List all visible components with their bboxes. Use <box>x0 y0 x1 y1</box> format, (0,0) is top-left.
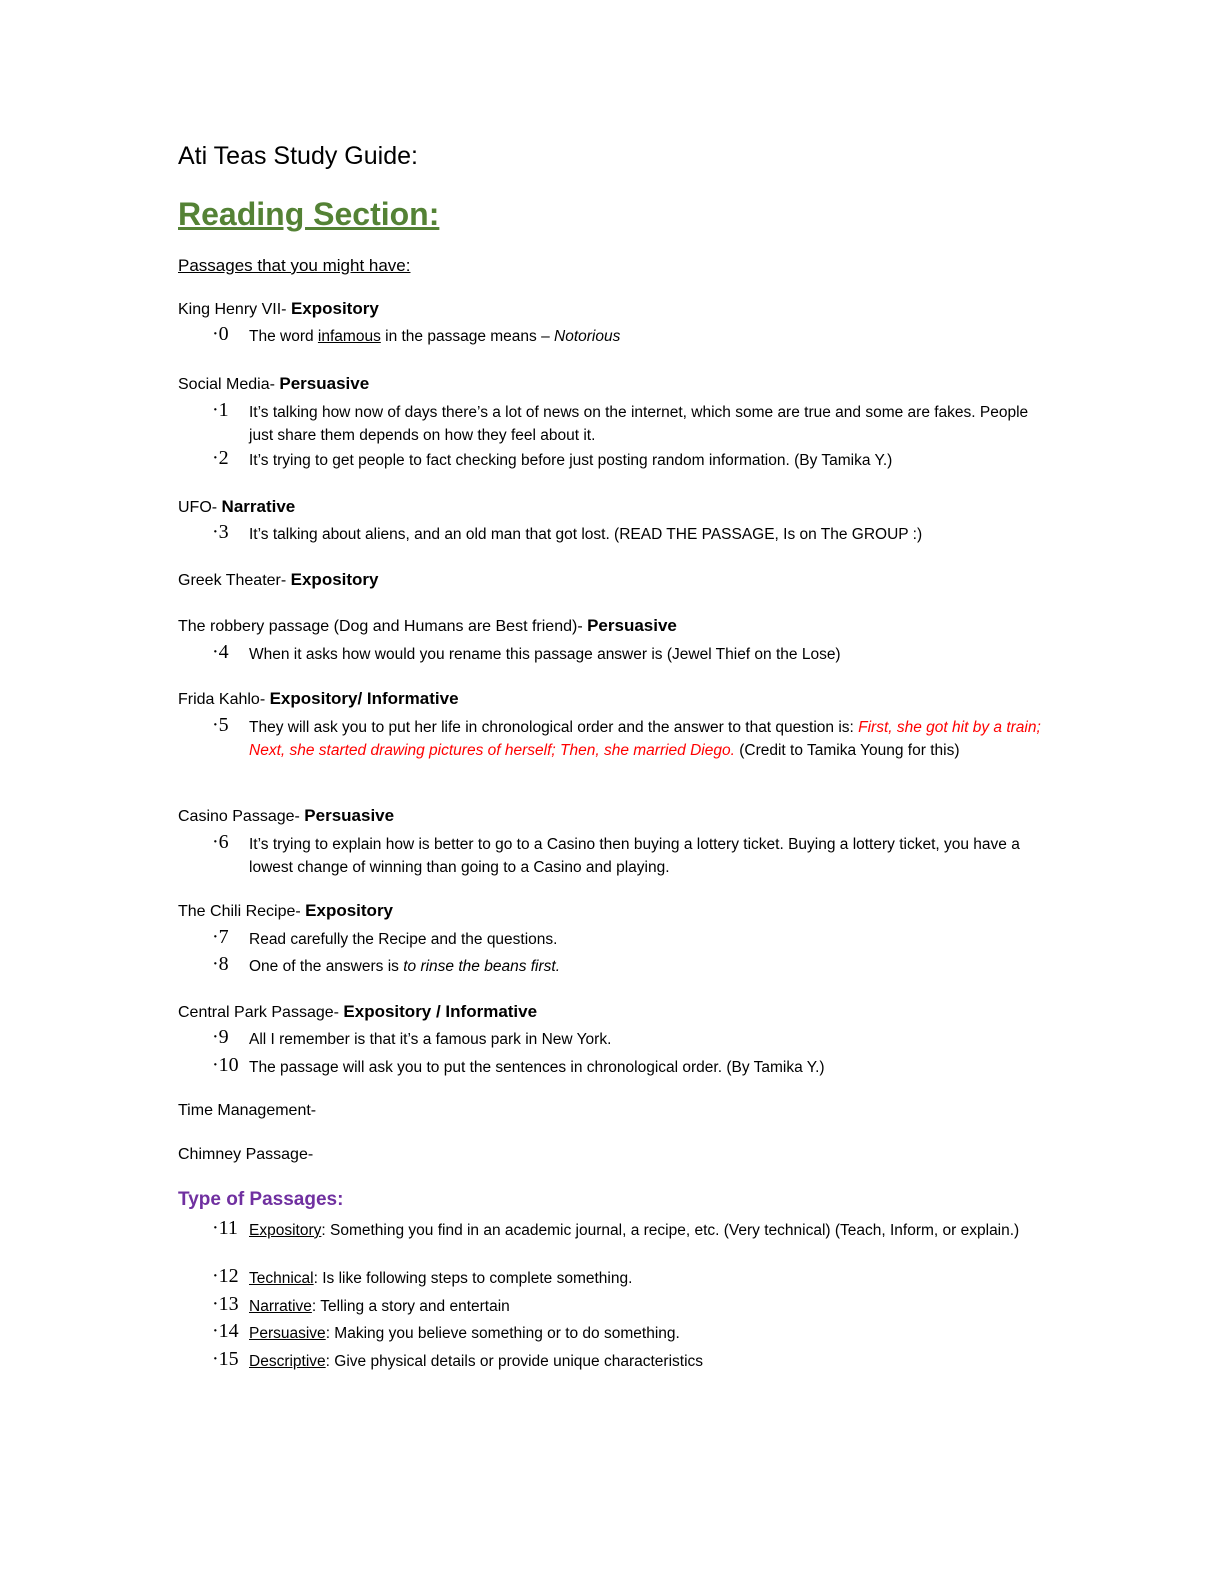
list-item <box>212 831 1042 879</box>
passage-heading <box>178 901 393 921</box>
list-item <box>212 714 1042 762</box>
passage-heading <box>178 374 369 394</box>
passage-heading <box>178 689 459 709</box>
passage-title: Time Management- <box>178 1102 317 1119</box>
list-number: ·2 <box>212 447 229 469</box>
list-item <box>212 447 1042 473</box>
passage-heading <box>178 806 394 826</box>
list-item <box>212 1293 1042 1319</box>
passage-title: The robbery passage (Dog and Humans are Best friend)- <box>178 618 588 635</box>
list-number: ·7 <box>212 926 229 948</box>
passage-heading <box>178 616 677 636</box>
passage-heading <box>178 497 295 517</box>
list-number: ·4 <box>212 641 229 663</box>
definition: : Something you find in an academic journal, a recipe, etc. (Very technical) (Teach, Inform, or explain.) <box>321 1222 1020 1239</box>
passage-title: The Chili Recipe- <box>178 903 306 920</box>
list-number: ·15 <box>212 1348 239 1370</box>
list-text <box>249 1323 1042 1346</box>
list-text: Read carefully the Recipe and the questions. <box>249 931 558 948</box>
list-text: It’s talking how now of days there’s a lot of news on the internet, which some are true and some are fakes. People just share them depends on how they feel about it. <box>249 404 1029 444</box>
passage-genre: Persuasive <box>304 806 395 825</box>
list-item <box>212 399 1042 447</box>
types-heading: Type of Passages: <box>178 1189 344 1210</box>
list-text <box>249 956 1042 979</box>
section-title: Reading Section: <box>178 196 440 232</box>
list-item <box>212 641 1042 667</box>
passage-heading <box>178 570 379 590</box>
highlighted-answer: First, she got hit by a train; Next, she started drawing pictures of herself; Then, she married Diego. <box>249 719 1041 759</box>
list-number: ·5 <box>212 714 229 736</box>
list-item <box>212 953 1042 979</box>
passage-title: UFO- <box>178 499 222 516</box>
passage-heading <box>178 299 379 319</box>
passage-heading <box>178 1102 316 1120</box>
list-text <box>249 1268 1042 1291</box>
list-text <box>249 1220 1042 1243</box>
term: Technical <box>249 1270 314 1287</box>
definition: : Telling a story and entertain <box>311 1298 510 1315</box>
list-item <box>212 1348 1042 1374</box>
list-text <box>249 326 1042 349</box>
list-item <box>212 1026 1042 1052</box>
text-run: One of the answers is <box>249 958 404 975</box>
list-item <box>212 1265 1042 1291</box>
list-item <box>212 1217 1042 1243</box>
list-text: It’s talking about aliens, and an old man that got lost. (READ THE PASSAGE, Is on The GROUP :) <box>249 526 923 543</box>
list-number: ·10 <box>212 1054 239 1076</box>
list-text <box>249 1351 1042 1374</box>
list-number: ·0 <box>212 323 229 345</box>
passage-genre: Persuasive <box>279 374 370 393</box>
list-item <box>212 1320 1042 1346</box>
passages-subheading: Passages that you might have: <box>178 256 411 275</box>
list-item <box>212 1054 1042 1080</box>
underlined-word: infamous <box>317 328 381 345</box>
passage-title: Chimney Passage- <box>178 1146 314 1163</box>
list-number: ·8 <box>212 953 229 975</box>
term: Narrative <box>249 1298 312 1315</box>
text-run: They will ask you to put her life in chronological order and the answer to that question is: <box>249 719 859 736</box>
list-text: When it asks how would you rename this passage answer is (Jewel Thief on the Lose) <box>249 646 841 663</box>
passage-genre: Expository <box>290 299 379 318</box>
passage-title: Central Park Passage- <box>178 1004 344 1021</box>
term: Descriptive <box>249 1353 326 1370</box>
list-item <box>212 323 1042 349</box>
passage-genre: Persuasive <box>587 616 677 635</box>
list-text <box>249 1296 1042 1319</box>
passage-title: Greek Theater- <box>178 572 291 589</box>
passage-genre: Narrative <box>221 497 296 516</box>
italic-answer: to rinse the beans first. <box>403 958 561 975</box>
definition: : Making you believe something or to do something. <box>325 1325 680 1342</box>
passage-genre: Expository <box>305 901 394 920</box>
passage-genre: Expository/ Informative <box>269 689 459 708</box>
list-text: All I remember is that it’s a famous park in New York. <box>249 1031 612 1048</box>
italic-answer: Notorious <box>554 328 621 345</box>
list-number: ·6 <box>212 831 229 853</box>
list-text <box>249 717 1042 762</box>
list-number: ·9 <box>212 1026 229 1048</box>
term: Expository <box>249 1222 322 1239</box>
list-item <box>212 926 1042 952</box>
list-number: ·14 <box>212 1320 239 1342</box>
definition: : Is like following steps to complete something. <box>313 1270 633 1287</box>
list-number: ·12 <box>212 1265 239 1287</box>
passage-heading <box>178 1146 313 1164</box>
text-run: The word <box>249 328 318 345</box>
document-title: Ati Teas Study Guide: <box>178 142 418 170</box>
list-number: ·3 <box>212 521 229 543</box>
text-run: (Credit to Tamika Young for this) <box>734 741 960 759</box>
list-text: The passage will ask you to put the sentences in chronological order. (By Tamika Y.) <box>249 1059 825 1076</box>
passage-title: King Henry VII- <box>178 301 291 318</box>
term: Persuasive <box>249 1325 326 1342</box>
passage-title: Frida Kahlo- <box>178 691 270 708</box>
passage-title: Casino Passage- <box>178 808 305 825</box>
passage-genre: Expository <box>290 570 379 589</box>
text-run: in the passage means – <box>380 328 555 345</box>
list-item <box>212 521 1042 547</box>
passage-genre: Expository / Informative <box>343 1002 538 1021</box>
list-number: ·13 <box>212 1293 239 1315</box>
passage-heading <box>178 1002 537 1022</box>
definition: : Give physical details or provide unique characteristics <box>325 1353 704 1370</box>
list-number: ·1 <box>212 399 229 421</box>
list-text: It’s trying to get people to fact checking before just posting random information. (By Tamika Y.) <box>249 452 893 469</box>
list-text: It’s trying to explain how is better to go to a Casino then buying a lottery ticket. Buying a lottery ticket, you have a lowest change of winning than going to a Casino and playing. <box>249 836 1020 876</box>
passage-title: Social Media- <box>178 376 280 393</box>
list-number: ·11 <box>212 1217 238 1239</box>
